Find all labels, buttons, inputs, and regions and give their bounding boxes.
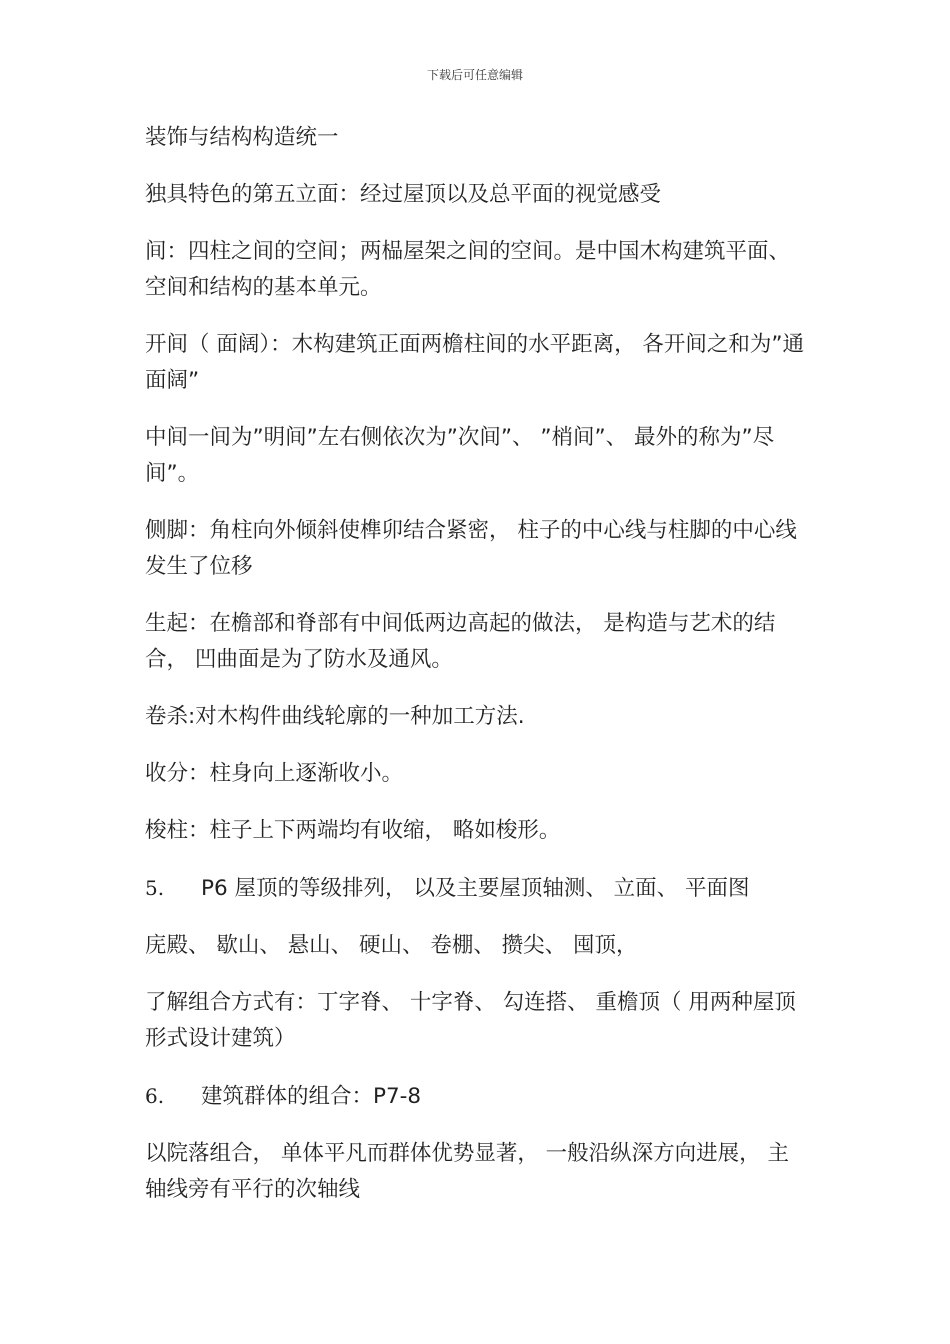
page-header: 下载后可任意编辑 [426, 68, 523, 82]
document-body [145, 120, 810, 1229]
paragraph-decoration-structure: 装饰与结构构造统一 [145, 125, 339, 150]
paragraph-mingjian: 中间一间为”明间”左右侧依次为”次间”、 ”梢间”、 最外的称为”尽间”。 [145, 425, 775, 486]
paragraph-roof-combinations: 了解组合方式有：丁字脊、 十字脊、 勾连搭、 重檐顶（ 用两种屋顶形式设计建筑） [145, 990, 796, 1051]
paragraph-fifth-facade: 独具特色的第五立面：经过屋顶以及总平面的视觉感受 [145, 182, 662, 207]
paragraph-shengqi: 生起：在檐部和脊部有中间低两边高起的做法， 是构造与艺术的结合， 凹曲面是为了防水及通风。 [145, 611, 776, 672]
item-text: 建筑群体的组合：P7-8 [201, 1084, 422, 1109]
paragraph-roof-types: 庑殿、 歇山、 悬山、 硬山、 卷棚、 攒尖、 囤顶， [145, 933, 638, 958]
numbered-item-5 [145, 870, 810, 907]
paragraph-cejiao: 侧脚：角柱向外倾斜使榫卯结合紧密， 柱子的中心线与柱脚的中心线发生了位移 [145, 518, 797, 579]
item-number: 5. [145, 876, 165, 900]
paragraph-jian: 间：四柱之间的空间；两榀屋架之间的空间。是中国木构建筑平面、 空间和结构的基本单元。 [145, 239, 791, 300]
paragraph-courtyard: 以院落组合， 单体平凡而群体优势显著， 一般沿纵深方向进展， 主轴线旁有平行的次轴线 [145, 1141, 790, 1202]
numbered-item-6 [145, 1078, 810, 1115]
paragraph-suozhu: 梭柱：柱子上下两端均有收缩， 略如梭形。 [145, 818, 561, 843]
paragraph-juansha: 卷杀:对木构件曲线轮廓的一种加工方法. [145, 704, 525, 729]
item-number: 6. [145, 1084, 165, 1108]
item-text: P6 屋顶的等级排列， 以及主要屋顶轴测、 立面、 平面图 [201, 876, 750, 901]
paragraph-kaijian: 开间（ 面阔）：木构建筑正面两檐柱间的水平距离， 各开间之和为”通面阔” [145, 332, 805, 393]
paragraph-shoufen: 收分：柱身向上逐渐收小。 [145, 761, 404, 786]
